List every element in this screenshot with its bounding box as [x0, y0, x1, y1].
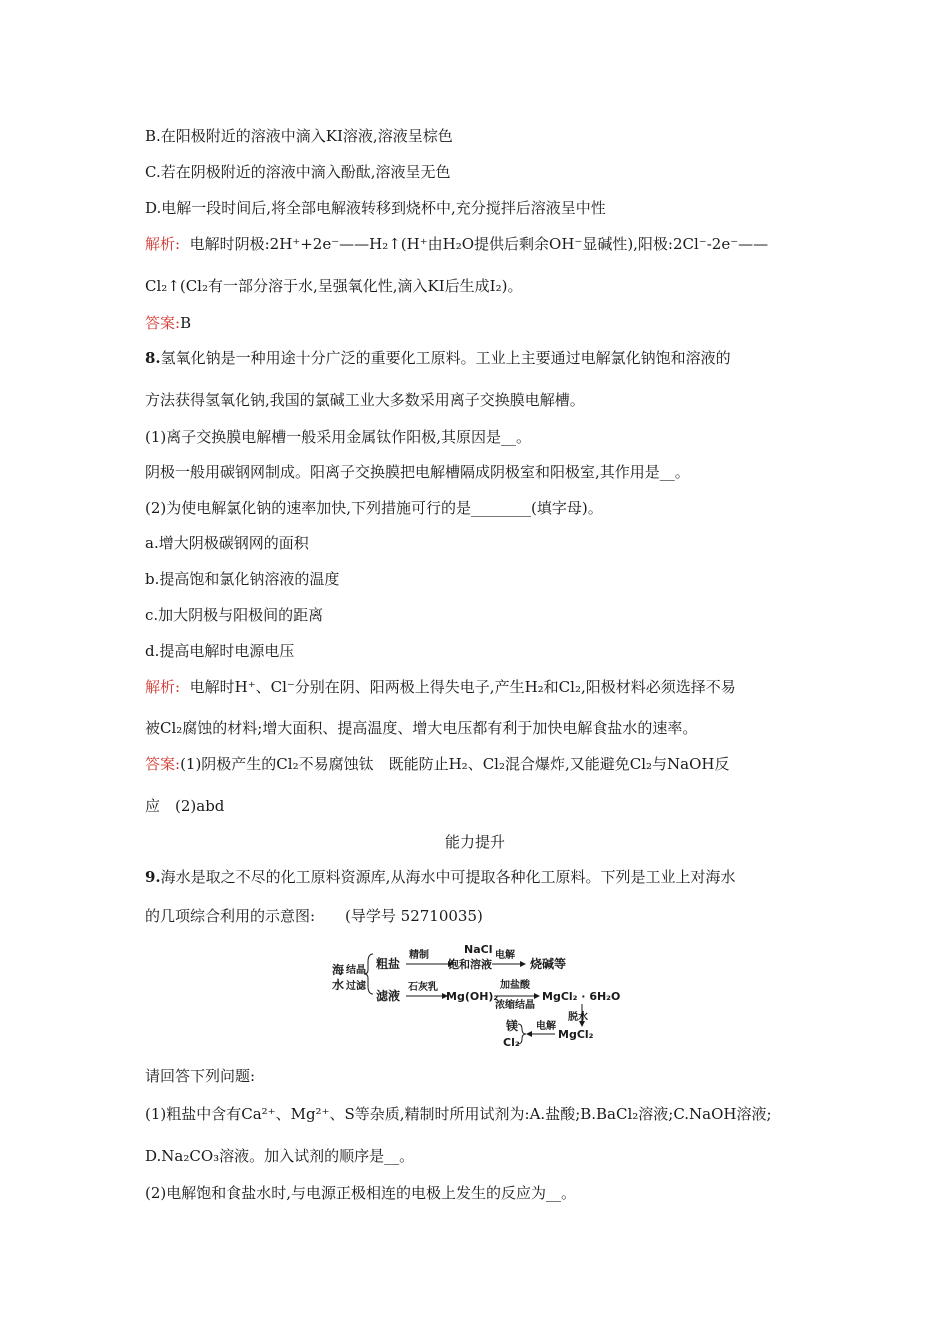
q7-analysis-line-1 — [145, 234, 768, 254]
q9-stem-1: 海水是取之不尽的化工原料资源库,从海水中可提取各种化工原料。下列是工业上对海水 — [160, 868, 736, 886]
q8-answer-line-1 — [145, 754, 729, 774]
option-d: D.电解一段时间后,将全部电解液转移到烧杯中,充分搅拌后溶液呈中性 — [145, 199, 606, 217]
q8-analysis-text-2: 被Cl₂腐蚀的材料;增大面积、提高温度、增大电压都有利于加快电解食盐水的速率。 — [145, 719, 698, 737]
q9-number: 9. — [145, 868, 161, 886]
option-b: B.在阳极附近的溶液中滴入KI溶液,溶液呈棕色 — [145, 127, 453, 145]
electrolysis2-label: 电解 — [536, 1021, 556, 1032]
seawater-process-diagram — [325, 940, 625, 1052]
answer-label: 答案: — [145, 755, 181, 773]
magnesium: 镁 — [506, 1019, 519, 1033]
chlorine: Cl₂ — [503, 1036, 520, 1049]
q8-option-c: c.加大阴极与阳极间的距离 — [145, 606, 324, 624]
seawater-1: 海 — [332, 963, 345, 977]
analysis-label: 解析: — [145, 235, 181, 253]
caustic-soda: 烧碱等 — [530, 957, 567, 971]
filter-label: 过滤 — [346, 981, 366, 992]
mgcl2: MgCl₂ — [558, 1028, 594, 1041]
q9-stem-line-1 — [145, 867, 735, 887]
q7-answer: B — [180, 314, 192, 332]
q8-stem-1: 氢氧化钠是一种用途十分广泛的重要化工原料。工业上主要通过电解氯化钠饱和溶液的 — [160, 349, 731, 367]
nacl-solution: 饱和溶液 — [448, 958, 492, 971]
q7-analysis-text-1: 电解时阴极:2H⁺+2e⁻——H₂↑(H⁺由H₂O提供后剩余OH⁻显碱性),阳极:2Cl⁻-2e⁻—— — [189, 235, 769, 253]
filtrate: 滤液 — [376, 989, 401, 1003]
mgoh2: Mg(OH)₂ — [446, 990, 499, 1003]
q8-part-2: (2)为使电解氯化钠的速率加快,下列措施可行的是________(填字母)。 — [145, 499, 603, 517]
add-hcl-label: 加盐酸 — [500, 980, 530, 991]
q8-option-b: b.提高饱和氯化钠溶液的温度 — [145, 570, 340, 588]
q9-intro: 请回答下列问题: — [145, 1067, 256, 1085]
seawater-2: 水 — [332, 978, 345, 992]
q7-answer-line — [145, 313, 191, 333]
q8-answer-text-2: 应 (2)abd — [145, 797, 225, 815]
electrolysis-label: 电解 — [495, 950, 515, 961]
q8-number: 8. — [145, 349, 161, 367]
refine-label: 精制 — [409, 950, 429, 961]
mgcl2-hydrate: MgCl₂ · 6H₂O — [542, 990, 621, 1003]
q8-part-1b: 阴极一般用碳钢网制成。阳离子交换膜把电解槽隔成阴极室和阳极室,其作用是__。 — [145, 463, 690, 481]
answer-label: 答案: — [145, 314, 181, 332]
option-c: C.若在阴极附近的溶液中滴入酚酞,溶液呈无色 — [145, 163, 451, 181]
q9-stem-2: 的几项综合利用的示意图: (导学号 52710035) — [145, 907, 483, 925]
crystallize-label: 结晶 — [346, 965, 366, 976]
q8-stem-line-1 — [145, 348, 731, 368]
section-title: 能力提升 — [444, 833, 505, 851]
q8-analysis-text-1: 电解时H⁺、Cl⁻分别在阴、阳两极上得失电子,产生H₂和Cl₂,阳极材料必须选择不易 — [189, 678, 736, 696]
q9-part-1-line-2: D.Na₂CO₃溶液。加入试剂的顺序是__。 — [145, 1147, 415, 1165]
q8-option-d: d.提高电解时电源电压 — [145, 642, 295, 660]
q8-answer-text-1: (1)阴极产生的Cl₂不易腐蚀钛 既能防止H₂、Cl₂混合爆炸,又能避免Cl₂与NaOH反 — [180, 755, 730, 773]
dehydrate-label: 脱水 — [568, 1012, 588, 1023]
q8-analysis-line-1 — [145, 677, 736, 697]
concentrate-label: 浓缩结晶 — [495, 1000, 535, 1011]
q7-analysis-text-2: Cl₂↑(Cl₂有一部分溶于水,呈强氧化性,滴入KI后生成I₂)。 — [145, 277, 523, 295]
lime-milk-label: 石灰乳 — [408, 982, 438, 993]
q8-option-a: a.增大阴极碳钢网的面积 — [145, 534, 309, 552]
analysis-label: 解析: — [145, 678, 181, 696]
q8-stem-2: 方法获得氢氧化钠,我国的氯碱工业大多数采用离子交换膜电解槽。 — [145, 391, 585, 409]
crude-salt: 粗盐 — [376, 957, 401, 971]
q9-part-2: (2)电解饱和食盐水时,与电源正极相连的电极上发生的反应为__。 — [145, 1184, 577, 1202]
nacl-label: NaCl — [464, 943, 493, 956]
q8-part-1: (1)离子交换膜电解槽一般采用金属钛作阳极,其原因是__。 — [145, 428, 532, 446]
q9-part-1-line-1: (1)粗盐中含有Ca²⁺、Mg²⁺、S等杂质,精制时所用试剂为:A.盐酸;B.BaCl₂溶液;C.NaOH溶液; — [145, 1105, 772, 1123]
